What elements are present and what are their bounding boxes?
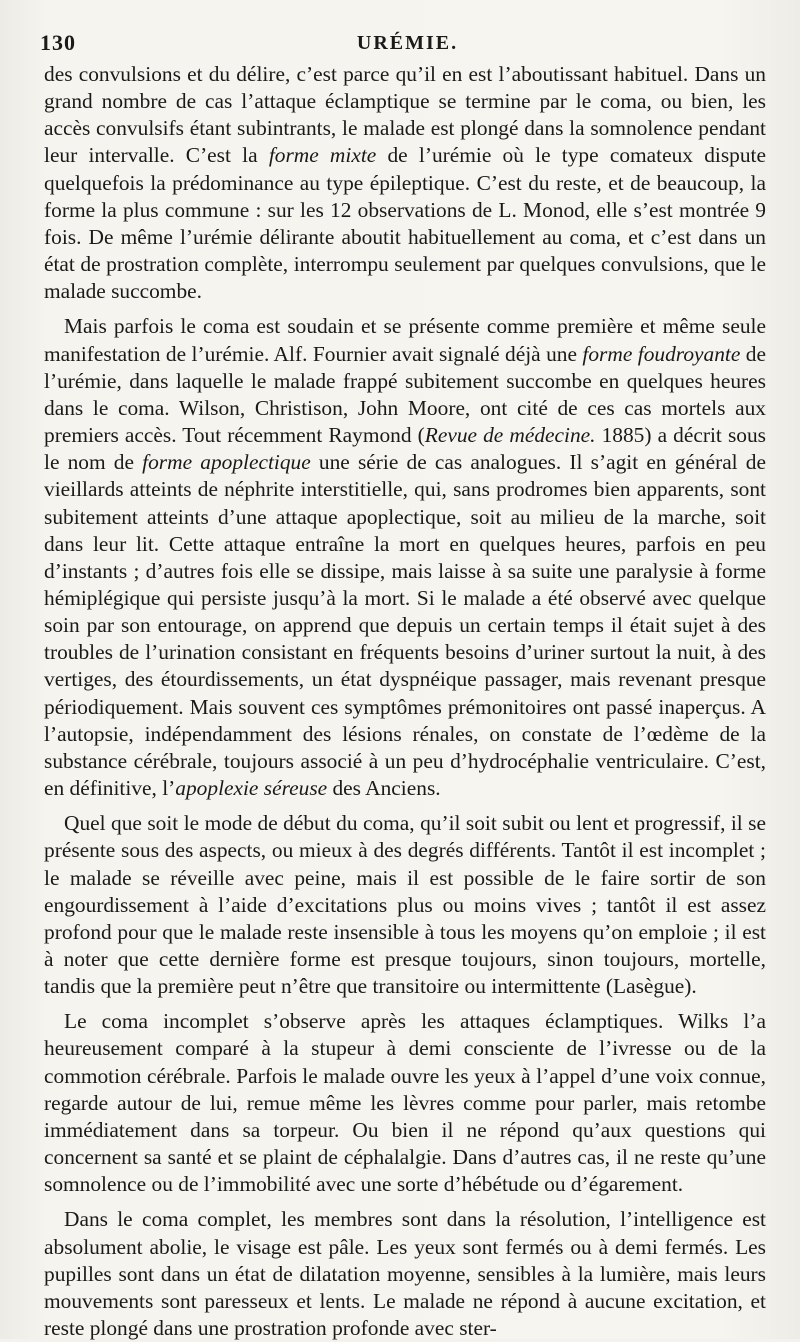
paragraph: [44, 1206, 766, 1342]
body-text: [44, 61, 766, 1342]
text-run: Dans le coma complet, les membres sont dans la résolution, l’intelligence est absolument abolie, le visage est pâle. Les yeux sont fermés ou à demi fermés. Les pupilles sont dans un état de dilatation moyenne, sensibles à la lumière, mais leurs mouvements sont paresseux et lents. Le malade ne répond à aucune excitation, et reste plongé dans une prostration profonde avec ster-: [44, 1207, 766, 1341]
text-run: Mais parfois le coma est soudain et se présente comme première et même seule manifestation de l’urémie. Alf. Fournier avait signalé déjà une: [44, 314, 766, 366]
text-run: des Anciens.: [327, 776, 441, 801]
italic-text: apoplexie séreuse: [175, 776, 328, 801]
italic-text: forme foudroyante: [582, 341, 741, 366]
text-run: des convulsions et du délire, c’est parce qu’il en est l’aboutissant habituel. Dans un grand nombre de cas l’attaque éclamptique se termine par le coma, ou bien, les accès convulsifs étant subintrants, le malade est plongé dans la somnolence pendant leur intervalle. C’est la: [44, 62, 766, 168]
text-run: Quel que soit le mode de début du coma, qu’il soit subit ou lent et progressif, il se présente sous des aspects, ou mieux à des degrés différents. Tantôt il est incomplet ; le malade se réveille avec peine, mais il est possible de le faire sortir de son engourdissement à l’aide d’excitations plus ou moins vives ; tantôt il est assez profond pour que le malade reste insensible à tous les moyens qu’on emploie ; il est à noter que cette dernière forme est presque toujours, sinon toujours, mortelle, tandis que la première peut n’être que transitoire ou intermittente (Lasègue).: [44, 811, 766, 999]
text-run: de l’urémie, dans laquelle le malade frappé subitement succombe en quelques heures dans le coma. Wilson, Christison, John Moore, ont cité de ces cas mortels aux premiers accès. Tout récemment Raymond (: [44, 341, 766, 448]
text-run: de l’urémie où le type comateux dispute quelquefois la prédominance au type épileptique. C’est du reste, et de beaucoup, la forme la plus commune : sur les 12 observations de L. Monod, elle s’est montrée 9 fois. De même l’urémie délirante aboutit habituellement au coma, et c’est dans un état de prostration complète, interrompu seulement par quelques convulsions, que le malade succombe.: [44, 143, 766, 304]
italic-text: forme apoplectique: [142, 450, 311, 475]
text-run: une série de cas analogues. Il s’agit en général de vieillards atteints de néphrite interstitielle, qui, sans prodromes bien apparents, sont subitement atteints d’une attaque apoplectique, soit au milieu de la marche, soit dans leur lit. Cette attaque entraîne la mort en quelques heures, parfois en peu d’instants ; d’autres fois elle se dissipe, mais laisse à sa suite une paralysie à forme hémiplégique qui persiste jusqu’à la mort. Si le malade a été observé avec quelque soin par son entourage, on apprend que depuis un certain temps il était sujet à des troubles de l’urination consistant en fréquents besoins d’uriner surtout la nuit, à des vertiges, des étourdissements, un état dyspnéique passager, mais revenant presque périodiquement. Mais souvent ces symptômes prémonitoires ont passé inaperçus. A l’autopsie, indépendamment des lésions rénales, on constate de l’œdème de la substance cérébrale, toujours associé à un peu d’hydrocéphalie ventriculaire. C’est, en définitive, l’: [44, 450, 766, 801]
italic-text: forme mixte: [268, 143, 377, 168]
paragraph: [44, 810, 766, 1000]
paragraph: [44, 313, 766, 802]
running-title: URÉMIE.: [356, 32, 459, 54]
italic-text: Revue de médecine.: [424, 423, 596, 448]
text-run: 1885) a décrit sous le nom de: [44, 423, 766, 475]
paragraph: [44, 1008, 766, 1198]
text-run: Le coma incomplet s’observe après les attaques éclamptiques. Wilks l’a heureusement comparé à la stupeur à demi consciente de l’ivresse ou de la commotion cérébrale. Parfois le malade ouvre les yeux à l’appel d’une voix connue, regarde autour de lui, remue même les lèvres comme pour parler, mais retombe immédiatement dans sa torpeur. Ou bien il ne répond qu’aux questions qui concernent sa santé et se plaint de céphalalgie. Dans d’autres cas, il ne reste qu’une somnolence ou de l’immobilité avec une sorte d’hébétude ou d’égarement.: [44, 1009, 766, 1197]
paragraph: [44, 61, 766, 305]
page-header: [40, 30, 775, 60]
page-number: 130: [40, 30, 76, 55]
